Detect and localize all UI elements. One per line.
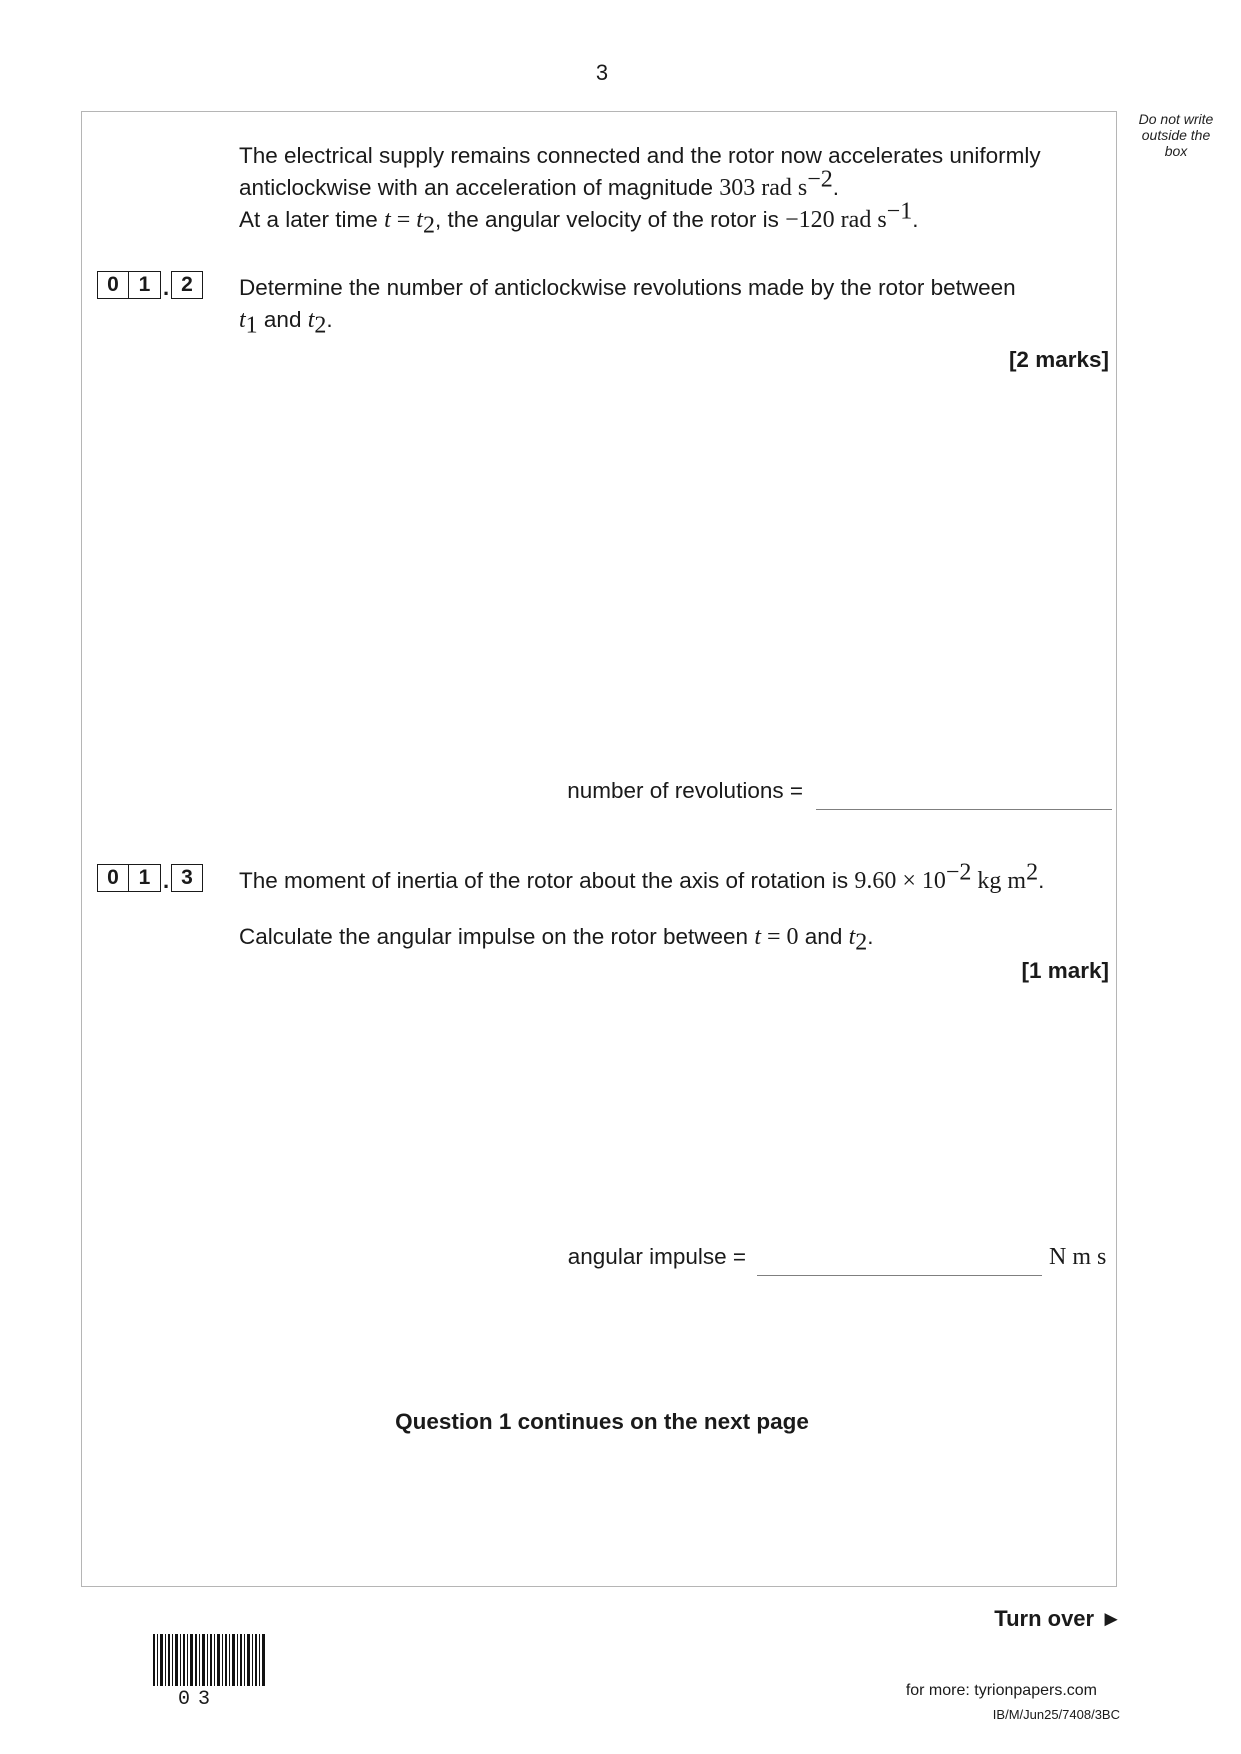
question-01-3-line-2: Calculate the angular impulse on the rotor between t = 0 and $t_2$. xyxy=(239,924,874,956)
turn-over-label: Turn over ► xyxy=(994,1606,1122,1631)
footer-link[interactable]: for more: tyrionpapers.com xyxy=(905,1682,1097,1699)
question-digit: 0 xyxy=(97,271,129,299)
question-digit: 0 xyxy=(97,864,129,892)
footer-code: IB/M/Jun25/7408/3BC xyxy=(992,1707,1120,1722)
margin-note: Do not write outside the box xyxy=(1138,111,1214,159)
question-01-2-line-1: Determine the number of anticlockwise revolutions made by the rotor between xyxy=(239,275,1016,300)
question-01-2-line-2: $t_1$ and $t_2$. xyxy=(239,307,333,339)
barcode-icon xyxy=(153,1634,265,1686)
question-number-01-3 xyxy=(97,864,203,892)
intro-line-3: At a later time $t = t_2$, the angular velocity of the rotor is −120 rad $s^{-1}$. xyxy=(239,198,919,239)
answer-unit-impulse: N m s xyxy=(1049,1244,1107,1270)
question-dot: . xyxy=(162,275,170,300)
intro-line-1: The electrical supply remains connected and the rotor now accelerates uniformly xyxy=(239,143,1041,168)
question-digit: 1 xyxy=(129,864,161,892)
continues-note: Question 1 continues on the next page xyxy=(395,1409,809,1434)
question-01-2-text xyxy=(239,272,1016,339)
intro-line-2: anticlockwise with an acceleration of magnitude 303 rad $s^{-2}$. xyxy=(239,166,840,201)
question-digit: 1 xyxy=(129,271,161,299)
answer-line-impulse[interactable] xyxy=(757,1274,1042,1276)
intro-paragraph xyxy=(239,140,1041,239)
question-digit: 3 xyxy=(171,864,203,892)
question-number-01-2 xyxy=(97,271,203,299)
question-01-3-line-1: The moment of inertia of the rotor about the axis of rotation is $9.60 \times 10^{-2}$ kg $m^2$. xyxy=(239,859,1045,894)
marks-01-2: [2 marks] xyxy=(1008,347,1109,372)
barcode-number: 03 xyxy=(178,1688,219,1711)
answer-label-revolutions: number of revolutions = xyxy=(567,778,803,803)
question-digit: 2 xyxy=(171,271,203,299)
page-number: 3 xyxy=(595,60,609,85)
answer-line-revolutions[interactable] xyxy=(816,808,1112,810)
answer-label-impulse: angular impulse = xyxy=(567,1244,746,1269)
marks-01-3: [1 mark] xyxy=(1021,958,1109,983)
question-dot: . xyxy=(162,868,170,893)
